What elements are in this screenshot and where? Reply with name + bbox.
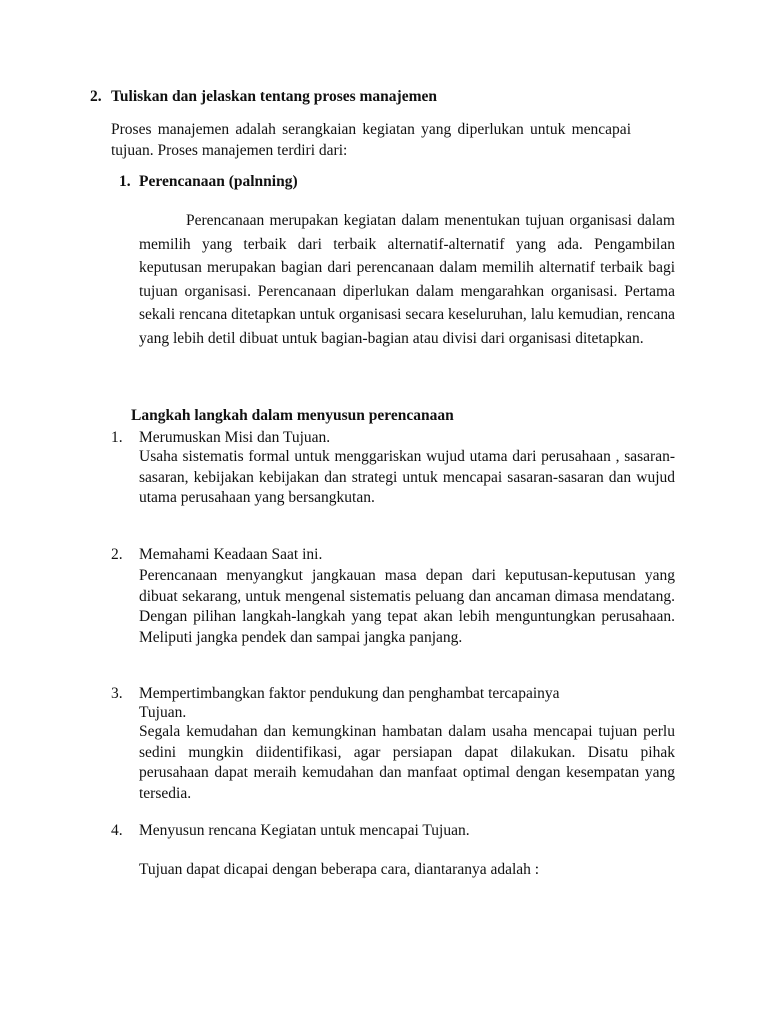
step1-title: Merumuskan Misi dan Tujuan. — [139, 429, 331, 446]
section1-number: 1. — [119, 173, 131, 190]
step4-number: 4. — [111, 822, 123, 839]
section1-paragraph-text: Perencanaan merupakan kegiatan dalam menentukan tujuan organisasi dalam memilih yang terbaik dari terbaik alternatif-alternatif yang ada. Pengambilan keputusan merupakan bagian dari perencanaan dalam memilih alternatif terbaik bagi tujuan organisasi. Perencanaan diperlukan dalam mengarahkan organisasi. Pertama sekali rencana ditetapkan untuk organisasi secara keseluruhan, lalu kemudian, rencana yang lebih detil dibuat untuk bagian-bagian atau divisi dari organisasi ditetapkan. — [139, 212, 675, 347]
step2-body: Perencanaan menyangkut jangkauan masa depan dari keputusan-keputusan yang dibuat sekarang, untuk mengenal sistematis peluang dan ancaman dimasa mendatang. Dengan pilihan langkah-langkah yang tepat akan lebih menguntungkan perusahaan. Meliputi jangka pendek dan sampai jangka panjang. — [139, 567, 675, 646]
step1-body: Usaha sistematis formal untuk menggariskan wujud utama dari perusahaan , sasaran-sasaran, kebijakan kebijakan dan strategi untuk mencapai sasaran-sasaran dan wujud utama perusahaan yang bersangkutan. — [139, 448, 675, 506]
step2-number: 2. — [111, 546, 123, 563]
step4-body: Tujuan dapat dicapai dengan beberapa cara, diantaranya adalah : — [139, 861, 540, 878]
step1-number: 1. — [111, 429, 123, 446]
heading-title: Tuliskan dan jelaskan tentang proses manajemen — [111, 88, 437, 105]
steps-heading: Langkah langkah dalam menyusun perencanaan — [131, 407, 454, 424]
step2-title: Memahami Keadaan Saat ini. — [139, 546, 323, 563]
step3-number: 3. — [111, 685, 123, 702]
step3-body: Segala kemudahan dan kemungkinan hambatan dalam usaha mencapai tujuan perlu sedini mungkin diidentifikasi, agar persiapan dapat dilakukan. Disatu pihak perusahaan dapat meraih kemudahan dan manfaat optimal dengan kesempatan yang tersedia. — [139, 723, 675, 802]
section1-paragraph — [139, 209, 675, 350]
step3-title-line1: Mempertimbangkan faktor pendukung dan penghambat tercapainya — [139, 685, 560, 702]
intro-paragraph: Proses manajemen adalah serangkaian kegiatan yang diperlukan untuk mencapai tujuan. Proses manajemen terdiri dari: — [111, 121, 631, 159]
heading-number: 2. — [90, 88, 102, 105]
step3-title-line2: Tujuan. — [139, 704, 187, 721]
section1-title: Perencanaan (palnning) — [139, 173, 298, 190]
step4-title: Menyusun rencana Kegiatan untuk mencapai Tujuan. — [139, 822, 470, 839]
